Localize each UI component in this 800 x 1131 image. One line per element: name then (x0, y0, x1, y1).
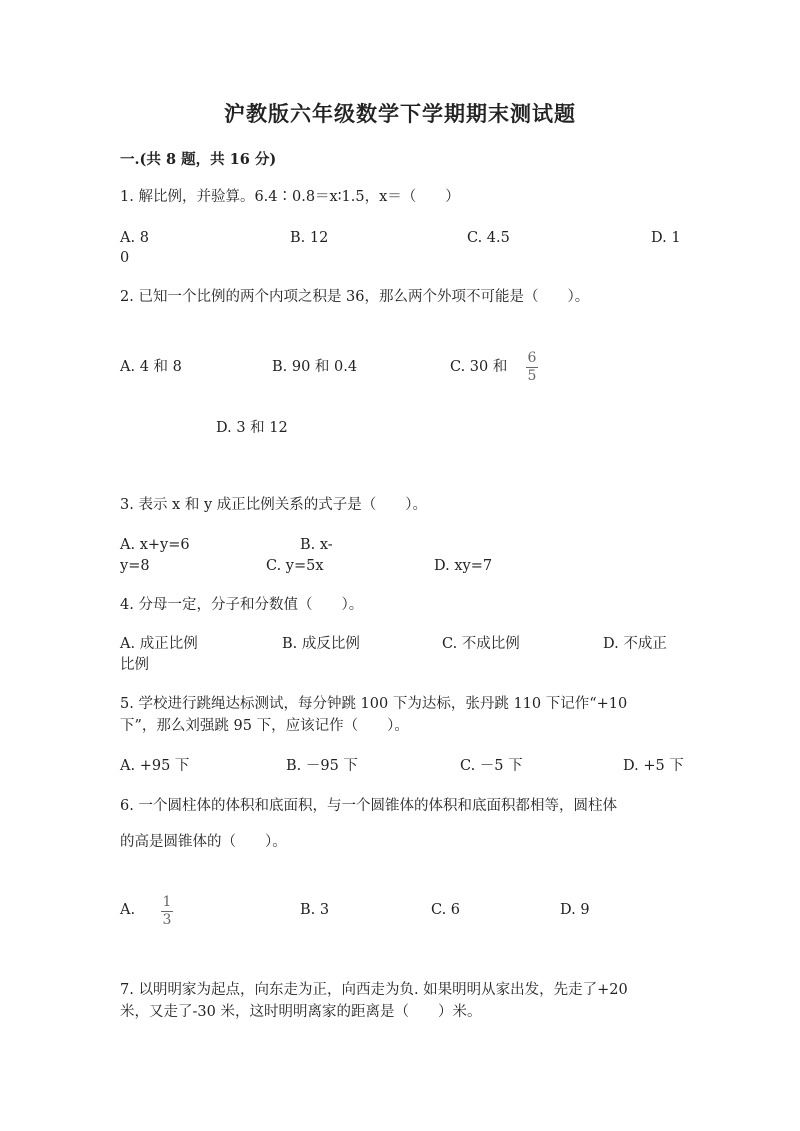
question-4-option-c: C. 不成比例 (442, 636, 520, 652)
question-1-option-b: B. 12 (290, 230, 329, 246)
fraction-denominator: 5 (527, 368, 537, 384)
question-2-option-d: D. 3 和 12 (216, 420, 288, 436)
question-2-option-b: B. 90 和 0.4 (272, 359, 358, 375)
question-4-option-a: A. 成正比例 (120, 636, 198, 652)
question-2-option-a: A. 4 和 8 (120, 359, 182, 375)
question-4-option-b: B. 成反比例 (282, 636, 360, 652)
question-2-option-c: C. 30 和 (450, 359, 508, 375)
question-3-option-b: B. x- (300, 537, 333, 553)
question-6-option-b: B. 3 (300, 902, 330, 918)
section-heading: 一.(共 8 题，共 16 分) (120, 151, 277, 168)
question-6-option-a: A. (120, 902, 136, 918)
question-1-stem: 1. 解比例，并验算。6.4∶0.8＝x∶1.5，x＝（ ） (120, 189, 460, 205)
question-7-stem-line-2: 米，又走了-30 米，这时明明离家的距离是（ ）米。 (120, 1004, 482, 1020)
question-3-option-a: A. x+y=6 (120, 537, 190, 553)
question-1-option-a: A. 8 (120, 230, 149, 246)
question-6-option-d: D. 9 (560, 902, 590, 918)
question-6-stem-line-2: 的高是圆锥体的（ ）。 (120, 834, 287, 850)
question-5-option-a: A. +95 下 (120, 758, 190, 774)
page-title: 沪教版六年级数学下学期期末测试题 (224, 101, 576, 126)
question-3-stem: 3. 表示 x 和 y 成正比例关系的式子是（ ）。 (120, 497, 427, 513)
question-1-option-d: D. 1 (651, 230, 681, 246)
question-2-fraction (526, 351, 538, 383)
fraction-numerator: 1 (162, 894, 172, 910)
question-4-stem: 4. 分母一定，分子和分数值（ ）。 (120, 597, 364, 613)
question-1-option-d-wrap: 0 (120, 250, 130, 266)
question-6-fraction (161, 895, 173, 927)
question-3-option-b-wrap: y=8 (120, 558, 150, 574)
question-5-option-c: C. －5 下 (460, 758, 523, 774)
question-3-option-d: D. xy=7 (434, 558, 493, 574)
question-1-option-c: C. 4.5 (467, 230, 510, 246)
question-2-stem: 2. 已知一个比例的两个内项之积是 36，那么两个外项不可能是（ ）。 (120, 289, 590, 305)
question-5-stem-line-2: 下”，那么刘强跳 95 下，应该记作（ ）。 (120, 718, 409, 734)
fraction-numerator: 6 (527, 350, 537, 366)
question-5-stem-line-1: 5. 学校进行跳绳达标测试，每分钟跳 100 下为达标，张丹跳 110 下记作“+10 (120, 696, 628, 712)
question-7-stem-line-1: 7. 以明明家为起点，向东走为正，向西走为负. 如果明明从家出发，先走了+20 (120, 982, 628, 998)
question-4-option-d-wrap: 比例 (120, 657, 149, 673)
fraction-denominator: 3 (162, 912, 172, 928)
question-5-option-d: D. +5 下 (623, 758, 684, 774)
question-6-option-c: C. 6 (431, 902, 461, 918)
question-3-option-c: C. y=5x (266, 558, 324, 574)
question-6-stem-line-1: 6. 一个圆柱体的体积和底面积，与一个圆锥体的体积和底面积都相等，圆柱体 (120, 798, 617, 814)
question-5-option-b: B. －95 下 (286, 758, 358, 774)
question-4-option-d: D. 不成正 (603, 636, 667, 652)
